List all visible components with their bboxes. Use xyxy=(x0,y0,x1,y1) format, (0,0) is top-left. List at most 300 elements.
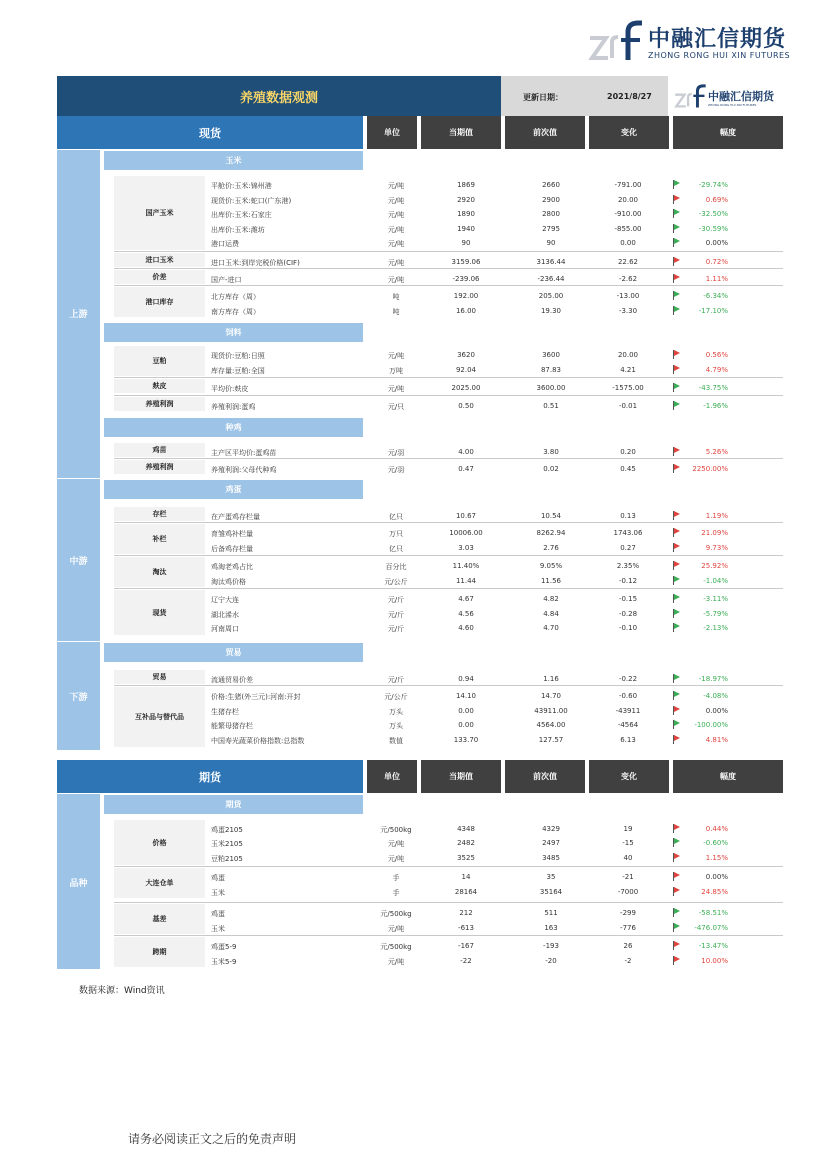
unit-cell: 元/吨 xyxy=(387,958,405,966)
pct-value: 0.56% xyxy=(705,351,728,359)
indicator-name: 鸡淘老鸡占比 xyxy=(211,563,253,571)
pct-value: -476.07% xyxy=(694,924,728,932)
previous-value: 10.54 xyxy=(540,512,562,520)
pct-value: -29.74% xyxy=(698,181,728,189)
indicator-name: 鸡蛋2105 xyxy=(211,826,243,834)
unit-cell: 元/斤 xyxy=(387,611,405,619)
current-value: 2025.00 xyxy=(451,384,481,392)
red-flag-icon xyxy=(673,464,679,473)
green-flag-icon xyxy=(673,306,679,315)
pct-value: -43.75% xyxy=(698,384,728,392)
green-flag-icon xyxy=(673,623,679,632)
unit-cell: 元/公斤 xyxy=(384,693,408,701)
unit-cell: 万只 xyxy=(389,530,403,538)
change-value: -910.00 xyxy=(614,210,642,218)
row-divider xyxy=(114,866,783,867)
green-flag-icon xyxy=(673,908,679,917)
previous-value: 0.02 xyxy=(543,465,559,473)
green-flag-icon xyxy=(673,401,679,410)
previous-value: 205.00 xyxy=(538,292,564,300)
current-value: 1940 xyxy=(457,225,475,233)
change-value: 2.35% xyxy=(616,562,640,570)
group-port-stock: 港口库存 xyxy=(114,287,205,317)
red-flag-icon xyxy=(673,195,679,204)
indicator-name: 豆粕2105 xyxy=(211,855,243,863)
table-row xyxy=(57,870,783,884)
previous-value: 2.76 xyxy=(543,544,559,552)
current-value: 3525 xyxy=(457,854,475,862)
pct-value: -1.96% xyxy=(703,402,728,410)
change-value: 0.00 xyxy=(620,239,636,247)
red-flag-icon xyxy=(673,543,679,552)
current-value: 3.03 xyxy=(458,544,474,552)
indicator-name: 港口运费 xyxy=(211,240,239,248)
pct-value: 1.11% xyxy=(705,275,728,283)
previous-value: 3136.44 xyxy=(536,258,566,266)
indicator-name: 现货价:玉米:蛇口(广东港) xyxy=(211,197,292,205)
group-soymeal: 豆粕 xyxy=(114,346,205,376)
previous-value: 2660 xyxy=(542,181,560,189)
group-domestic-corn: 国产玉米 xyxy=(114,176,205,250)
pct-value: -0.60% xyxy=(703,839,728,847)
row-divider xyxy=(114,251,783,252)
table-row xyxy=(57,885,783,899)
indicator-name: 主产区平均价:蛋鸡苗 xyxy=(211,449,277,457)
previous-value: 1.16 xyxy=(543,675,559,683)
indicator-name: 国产-进口 xyxy=(211,276,242,284)
red-flag-icon xyxy=(673,956,679,965)
pct-value: 1.19% xyxy=(705,512,728,520)
indicator-name: 玉米 xyxy=(211,889,225,897)
red-flag-icon xyxy=(673,872,679,881)
table-row xyxy=(57,207,783,221)
green-flag-icon xyxy=(673,291,679,300)
current-value: 14 xyxy=(461,873,471,881)
current-value: -239.06 xyxy=(452,275,480,283)
unit-cell: 元/只 xyxy=(387,403,405,411)
current-value: 0.00 xyxy=(458,707,474,715)
change-value: -2.62 xyxy=(618,275,638,283)
table-row xyxy=(57,954,783,968)
table-row xyxy=(57,381,783,395)
unit-cell: 元/公斤 xyxy=(384,578,408,586)
unit-cell: 元/吨 xyxy=(387,925,405,933)
previous-value: 2795 xyxy=(542,225,560,233)
green-flag-icon xyxy=(673,383,679,392)
previous-value: 4.82 xyxy=(543,595,559,603)
data-source: 数据来源：Wind资讯 xyxy=(79,986,165,996)
update-date xyxy=(501,76,668,116)
table-row xyxy=(57,939,783,953)
table-row xyxy=(57,272,783,286)
pct-value: -5.79% xyxy=(703,610,728,618)
unit-cell: 数值 xyxy=(389,737,403,745)
pct-value: 24.85% xyxy=(701,888,728,896)
previous-value: 90 xyxy=(546,239,556,247)
change-value: 20.00 xyxy=(617,351,639,359)
group-profit: 养殖利润 xyxy=(114,397,205,411)
previous-value: 3485 xyxy=(542,854,560,862)
indicator-name: 后备鸡存栏量 xyxy=(211,545,253,553)
pct-value: 4.81% xyxy=(705,736,728,744)
group-inventory: 存栏 xyxy=(114,507,205,521)
group-breeder-profit: 养殖利润 xyxy=(114,460,205,474)
change-value: -791.00 xyxy=(614,181,642,189)
red-flag-icon xyxy=(673,528,679,537)
previous-value: 163 xyxy=(544,924,558,932)
table-row xyxy=(57,399,783,413)
previous-value: 3600.00 xyxy=(536,384,566,392)
current-value: 192.00 xyxy=(453,292,479,300)
current-value: -613 xyxy=(458,924,474,932)
title-bar xyxy=(57,76,783,116)
table-row xyxy=(57,236,783,250)
table-row xyxy=(57,193,783,207)
current-value: 4.67 xyxy=(458,595,474,603)
green-flag-icon xyxy=(673,923,679,932)
red-flag-icon xyxy=(673,824,679,833)
spot-header xyxy=(57,116,783,149)
pct-value: -17.10% xyxy=(698,307,728,315)
red-flag-icon xyxy=(673,887,679,896)
previous-value: 4.84 xyxy=(543,610,559,618)
previous-value: 87.83 xyxy=(540,366,562,374)
col-change: 变化 xyxy=(589,760,669,793)
change-value: 0.20 xyxy=(620,448,636,456)
indicator-name: 玉米 xyxy=(211,925,225,933)
current-value: 4348 xyxy=(457,825,475,833)
row-divider xyxy=(114,588,783,589)
group-basis: 基差 xyxy=(114,904,205,934)
unit-cell: 亿只 xyxy=(389,545,403,553)
green-flag-icon xyxy=(673,674,679,683)
change-value: 26 xyxy=(623,942,633,950)
unit-cell: 元/吨 xyxy=(387,385,405,393)
change-value: 20.00 xyxy=(617,196,639,204)
previous-value: -193 xyxy=(543,942,559,950)
pct-value: 2250.00% xyxy=(692,465,728,473)
table-row xyxy=(57,304,783,318)
unit-cell: 万头 xyxy=(389,708,403,716)
change-value: 0.27 xyxy=(620,544,636,552)
change-value: -0.28 xyxy=(618,610,638,618)
indicator-name: 玉米5-9 xyxy=(211,958,237,966)
change-value: -1575.00 xyxy=(612,384,644,392)
unit-cell: 元/500kg xyxy=(380,910,412,918)
current-value: 1890 xyxy=(457,210,475,218)
current-value: 3620 xyxy=(457,351,475,359)
change-value: -0.10 xyxy=(618,624,638,632)
current-value: 3159.06 xyxy=(451,258,481,266)
green-flag-icon xyxy=(673,224,679,233)
pct-value: -1.04% xyxy=(703,577,728,585)
table-row xyxy=(57,704,783,718)
current-value: 0.94 xyxy=(458,675,474,683)
table-row xyxy=(57,222,783,236)
indicator-name: 出库价:玉米:石家庄 xyxy=(211,211,272,219)
table-row xyxy=(57,289,783,303)
unit-cell: 元/500kg xyxy=(380,943,412,951)
previous-value: 8262.94 xyxy=(536,529,566,537)
table-row xyxy=(57,445,783,459)
page-title: 养殖数据观测 xyxy=(57,76,501,116)
group-price: 价格 xyxy=(114,820,205,865)
change-value: -4564 xyxy=(617,721,639,729)
pct-value: -18.97% xyxy=(698,675,728,683)
pct-value: -30.59% xyxy=(698,225,728,233)
red-flag-icon xyxy=(673,706,679,715)
unit-cell: 元/斤 xyxy=(387,676,405,684)
zrf-logo-icon xyxy=(588,20,646,64)
unit-cell: 元/吨 xyxy=(387,855,405,863)
unit-cell: 元/吨 xyxy=(387,352,405,360)
pct-value: 10.00% xyxy=(701,957,728,965)
previous-value: -20 xyxy=(545,957,557,965)
previous-value: 2497 xyxy=(542,839,560,847)
table-row xyxy=(57,607,783,621)
unit-cell: 元/500kg xyxy=(380,826,412,834)
current-value: 90 xyxy=(461,239,471,247)
change-value: -21 xyxy=(622,873,634,881)
table-row xyxy=(57,363,783,377)
pct-value: -2.13% xyxy=(703,624,728,632)
stage-midstream-label: 中游 xyxy=(69,557,88,567)
unit-cell: 元/吨 xyxy=(387,226,405,234)
update-date-value: 2021/8/27 xyxy=(607,92,652,101)
zrf-logo-small-icon xyxy=(674,82,708,112)
previous-value: 35164 xyxy=(539,888,563,896)
green-flag-icon xyxy=(673,238,679,247)
red-flag-icon xyxy=(673,350,679,359)
table-row xyxy=(57,906,783,920)
indicator-name: 湖北浠水 xyxy=(211,611,239,619)
pct-value: 4.79% xyxy=(705,366,728,374)
col-previous: 前次值 xyxy=(505,760,585,793)
col-previous: 前次值 xyxy=(505,116,585,149)
table-row xyxy=(57,541,783,555)
pct-value: 21.09% xyxy=(701,529,728,537)
col-unit: 单位 xyxy=(367,116,417,149)
green-flag-icon xyxy=(673,209,679,218)
group-spot: 现货 xyxy=(114,590,205,635)
row-divider xyxy=(114,555,783,556)
indicator-name: 平舱价:玉米:锦州港 xyxy=(211,182,272,190)
update-date-label: 更新日期： xyxy=(523,93,563,102)
indicator-name: 能繁母猪存栏 xyxy=(211,722,253,730)
group-restock: 补栏 xyxy=(114,524,205,554)
pct-value: 0.00% xyxy=(705,873,728,881)
current-value: -22 xyxy=(460,957,472,965)
table-row xyxy=(57,822,783,836)
change-value: 19 xyxy=(623,825,633,833)
group-trade: 贸易 xyxy=(114,670,205,684)
change-value: -43911 xyxy=(615,707,641,715)
change-value: -2 xyxy=(624,957,632,965)
pct-value: 0.00% xyxy=(705,239,728,247)
change-value: 0.45 xyxy=(620,465,636,473)
current-value: 0.00 xyxy=(458,721,474,729)
table-row xyxy=(57,689,783,703)
row-divider xyxy=(114,395,783,396)
indicator-name: 价格:生猪(外三元):河南:开封 xyxy=(211,693,301,701)
previous-value: 4.70 xyxy=(543,624,559,632)
futures-table xyxy=(57,760,783,969)
sub-feed: 饲料 xyxy=(104,323,363,342)
col-pct: 幅度 xyxy=(673,116,783,149)
previous-value: 0.51 xyxy=(543,402,559,410)
small-logo-text: 中融汇信期货 xyxy=(708,90,774,103)
indicator-name: 库存量:豆粕:全国 xyxy=(211,367,265,375)
spot-table xyxy=(57,116,783,751)
col-pct: 幅度 xyxy=(673,760,783,793)
indicator-name: 在产蛋鸡存栏量 xyxy=(211,513,260,521)
table-row xyxy=(57,348,783,362)
pct-value: 0.69% xyxy=(705,196,728,204)
indicator-name: 出库价:玉米:潍坊 xyxy=(211,226,265,234)
current-value: 4.56 xyxy=(458,610,474,618)
current-value: 2482 xyxy=(457,839,475,847)
green-flag-icon xyxy=(673,720,679,729)
previous-value: 43911.00 xyxy=(534,707,568,715)
stage-variety-label: 品种 xyxy=(69,879,88,889)
previous-value: 2800 xyxy=(542,210,560,218)
sub-futures: 期货 xyxy=(104,795,363,814)
red-flag-icon xyxy=(673,941,679,950)
unit-cell: 元/吨 xyxy=(387,259,405,267)
current-value: 92.04 xyxy=(455,366,477,374)
logo-subtext: ZHONG RONG HUI XIN FUTURES xyxy=(648,51,791,60)
pct-value: -4.08% xyxy=(703,692,728,700)
current-value: 1869 xyxy=(457,181,475,189)
red-flag-icon xyxy=(673,257,679,266)
change-value: -0.12 xyxy=(618,577,638,585)
unit-cell: 元/羽 xyxy=(387,466,405,474)
pct-value: 0.00% xyxy=(705,707,728,715)
change-value: -776 xyxy=(620,924,636,932)
red-flag-icon xyxy=(673,853,679,862)
indicator-name: 养殖利润:父母代种鸡 xyxy=(211,466,277,474)
unit-cell: 万头 xyxy=(389,722,403,730)
indicator-name: 鸡蛋5-9 xyxy=(211,943,237,951)
stage-upstream-label: 上游 xyxy=(69,310,88,320)
table-row xyxy=(57,559,783,573)
red-flag-icon xyxy=(673,447,679,456)
pct-value: 0.72% xyxy=(705,258,728,266)
previous-value: 4329 xyxy=(542,825,560,833)
row-divider xyxy=(114,902,783,903)
current-value: 133.70 xyxy=(453,736,479,744)
table-row xyxy=(57,526,783,540)
table-row xyxy=(57,509,783,523)
pct-value: -13.47% xyxy=(698,942,728,950)
current-value: 10006.00 xyxy=(449,529,483,537)
change-value: -0.22 xyxy=(618,675,638,683)
change-value: -855.00 xyxy=(614,225,642,233)
unit-cell: 元/吨 xyxy=(387,197,405,205)
sub-egg: 鸡蛋 xyxy=(104,480,363,499)
indicator-name: 中国寿光蔬菜价格指数:总指数 xyxy=(211,737,305,745)
unit-cell: 吨 xyxy=(392,308,400,316)
pct-value: -6.34% xyxy=(703,292,728,300)
group-spread: 价差 xyxy=(114,270,205,284)
sub-breeder: 种鸡 xyxy=(104,418,363,437)
red-flag-icon xyxy=(673,274,679,283)
indicator-name: 流通贸易价差 xyxy=(211,676,253,684)
current-value: 16.00 xyxy=(455,307,477,315)
table-row xyxy=(57,718,783,732)
previous-value: 2900 xyxy=(542,196,560,204)
green-flag-icon xyxy=(673,691,679,700)
change-value: 1743.06 xyxy=(613,529,643,537)
futures-header xyxy=(57,760,783,793)
unit-cell: 元/吨 xyxy=(387,211,405,219)
table-row xyxy=(57,574,783,588)
current-value: 0.47 xyxy=(458,465,474,473)
table-row xyxy=(57,733,783,747)
pct-value: 0.44% xyxy=(705,825,728,833)
change-value: -3.30 xyxy=(618,307,638,315)
indicator-name: 淘汰鸡价格 xyxy=(211,578,246,586)
red-flag-icon xyxy=(673,561,679,570)
unit-cell: 手 xyxy=(392,889,400,897)
sub-trade: 贸易 xyxy=(104,643,363,662)
table-row xyxy=(57,178,783,192)
col-unit: 单位 xyxy=(367,760,417,793)
pct-value: -3.11% xyxy=(703,595,728,603)
red-flag-icon xyxy=(673,365,679,374)
pct-value: 1.15% xyxy=(705,854,728,862)
stage-downstream-label: 下游 xyxy=(69,693,88,703)
previous-value: 35 xyxy=(546,873,556,881)
change-value: -15 xyxy=(622,839,634,847)
indicator-name: 北方库存（周） xyxy=(211,293,260,301)
group-bran: 麸皮 xyxy=(114,379,205,393)
pct-value: 9.73% xyxy=(705,544,728,552)
current-value: 2920 xyxy=(457,196,475,204)
pct-value: -100.00% xyxy=(694,721,728,729)
red-flag-icon xyxy=(673,511,679,520)
group-chick: 鸡苗 xyxy=(114,443,205,457)
indicator-name: 生猪存栏 xyxy=(211,708,239,716)
col-current: 当期值 xyxy=(421,116,501,149)
logo-text: 中融汇信期货 xyxy=(648,27,787,52)
row-divider xyxy=(114,377,783,378)
col-change: 变化 xyxy=(589,116,669,149)
pct-value: -58.51% xyxy=(698,909,728,917)
current-value: 14.10 xyxy=(455,692,477,700)
company-logo xyxy=(588,20,791,64)
unit-cell: 亿只 xyxy=(389,513,403,521)
change-value: -13.00 xyxy=(616,292,640,300)
change-value: 4.21 xyxy=(620,366,636,374)
spot-header-title: 现货 xyxy=(57,116,363,149)
previous-value: 127.57 xyxy=(538,736,564,744)
previous-value: 3.80 xyxy=(543,448,559,456)
group-culling: 淘汰 xyxy=(114,557,205,587)
sub-corn: 玉米 xyxy=(104,151,363,170)
col-current: 当期值 xyxy=(421,760,501,793)
disclaimer: 请务必阅读正文之后的免责声明 xyxy=(128,1132,297,1146)
change-value: 6.13 xyxy=(620,736,636,744)
change-value: -0.15 xyxy=(618,595,638,603)
indicator-name: 玉米2105 xyxy=(211,840,243,848)
indicator-name: 南方库存（周） xyxy=(211,308,260,316)
change-value: 40 xyxy=(623,854,633,862)
indicator-name: 鸡蛋 xyxy=(211,874,225,882)
indicator-name: 辽宁大连 xyxy=(211,596,239,604)
group-import-corn: 进口玉米 xyxy=(114,253,205,267)
previous-value: 4564.00 xyxy=(536,721,566,729)
